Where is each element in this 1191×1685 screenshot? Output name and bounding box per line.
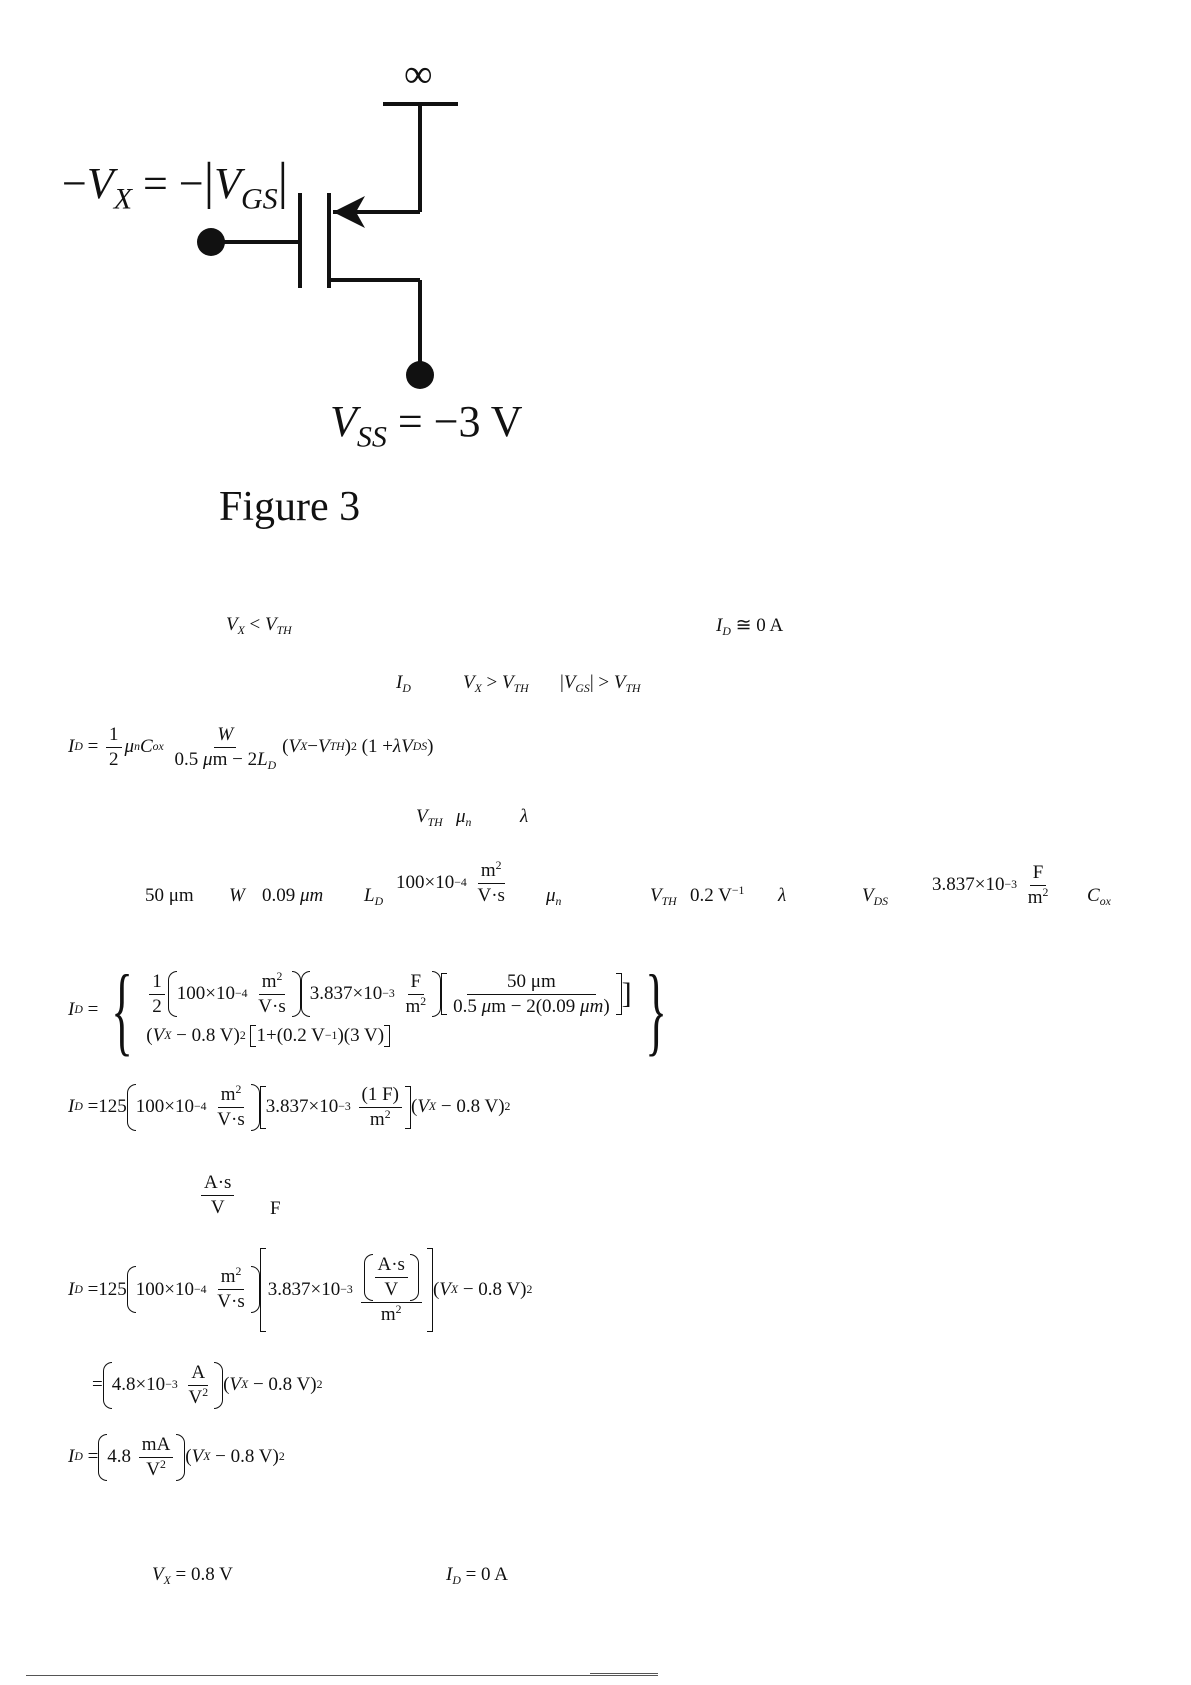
infinity-icon: ∞	[404, 51, 433, 96]
param-mu: $\mu_n$	[456, 806, 472, 830]
substitution-equation-5: I D = 4.8 $\frac{mA}{V^2}$ ( V X − 0.8 V) 2	[68, 1434, 285, 1480]
label-vth: $V_{TH}$	[650, 885, 677, 909]
substitution-equation-3: I D =125 100×10 −4 $\frac{m^2}{V\cdot s}$ 3.837×10 −3 $\frac{\frac{A\cdot s}{V}}{m^2}$ ( V X − 0.8 V) 2	[68, 1246, 532, 1334]
value-cox: 3.837×10 −3 $\frac{F}{m^2}$	[932, 862, 1049, 908]
circuit-figure	[0, 0, 600, 530]
footnote-rule	[26, 1675, 658, 1676]
param-lambda: λ	[520, 806, 529, 827]
condition-vgs-greater-vth: $|V_{GS}| > V_{TH}$	[560, 672, 641, 696]
condition-id-zero: $I_D$ ≅ 0 A	[716, 615, 784, 639]
value-lambda: 0.2 $V^{-1}$	[690, 883, 745, 906]
condition-vx-greater-vth: $V_X > V_{TH}$	[463, 672, 529, 696]
label-vds: $V_{DS}$	[862, 885, 888, 909]
label-mu: $\mu_n$	[546, 885, 562, 909]
supply-voltage-label: $V_{SS} = -3$ V	[330, 397, 523, 454]
footnote-rule-tick	[590, 1673, 658, 1674]
figure-caption: Figure 3	[219, 484, 361, 530]
final-vx: $V_X = 0.8$ V	[152, 1564, 233, 1588]
final-id: $I_D = 0$ A	[446, 1564, 508, 1588]
param-vth: $V_{TH}$	[416, 806, 443, 830]
pmos-transistor-diagram	[0, 0, 600, 440]
substitution-equation-2: I D =125 100×10 −4 $\frac{m^2}{V\cdot s}$ 3.837×10 −3 $\frac{(1 F)}{m^2}$ ( V X − 0.8 V) 2	[68, 1082, 511, 1130]
gate-voltage-label: $-V_X = -|V_{GS}|$	[62, 153, 289, 216]
unit-note-f: F	[270, 1198, 281, 1219]
substitution-equation-4: = 4.8×10 −3 $\frac{A}{V^2}$ ( V X − 0.8 V) 2	[92, 1362, 323, 1408]
value-width: 50 μm	[145, 885, 194, 906]
label-cox: $C_{ox}$	[1087, 885, 1111, 909]
label-w: W	[229, 885, 245, 906]
drain-current-equation: I D = $\frac{1}{2}$ μ n C ox $\frac{W}{0.5 \mu m - 2L_D}$ ( V X − V TH ) 2 (1 + λV DS )	[68, 724, 434, 772]
unit-note-asv: $\frac{A\cdot s}{V}$	[198, 1172, 237, 1219]
substitution-equation-1: I D = { $\frac{1}{2}$ 100×10 −4 $\frac{m^2}{V\cdot s}$ 3.837×10 −3 $\frac{F}{m^2}$ $\frac{50 \mu m}{0.5 \mu m - 2(0.09 \mu m)}$ ] ( V X − 0.8 V) 2 1+(0.2 V −1 )(3 V) }	[68, 954, 667, 1065]
value-mobility: 100×10 −4 $\frac{m^2}{V\cdot s}$	[396, 858, 505, 906]
condition-vx-less-vth: $V_X < V_{TH}$	[226, 614, 292, 638]
label-lambda: λ	[778, 885, 787, 906]
label-ld: $L_D$	[364, 885, 384, 909]
value-ld: 0.09 μm	[262, 885, 324, 906]
condition-id-label: $I_D$	[396, 672, 411, 696]
